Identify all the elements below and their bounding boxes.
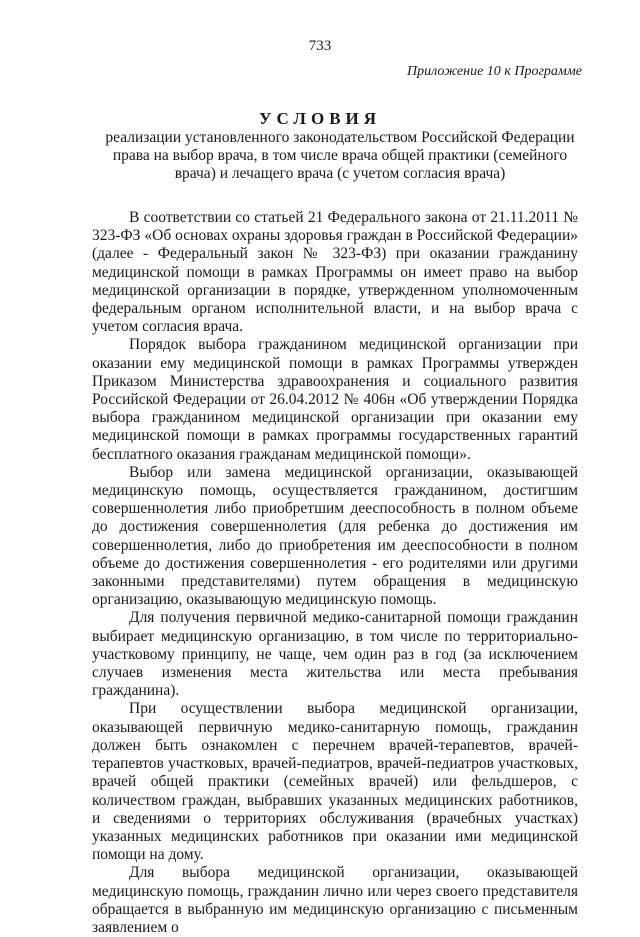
appendix-label: Приложение 10 к Программе	[407, 64, 582, 79]
paragraph: Для получения первичной медико-санитарной помощи гражданин выбирает медицинскую организацию, в том числе по территориально-участковому принципу, не чаще, чем один раз в год (за исключением случаев изменения места жительства или места пребывания гражданина).	[92, 609, 578, 700]
paragraph: Выбор или замена медицинской организации, оказывающей медицинскую помощь, осуществляется гражданином, достигшим совершеннолетия либо приобретшим дееспособность в полном объеме до достижения совершеннолетия (для ребенка до достижения им совершеннолетия, либо до приобретения им дееспособности в полном объеме до достижения совершеннолетия - его родителями или другими законными представителями) путем обращения в медицинскую организацию, оказывающую медицинскую помощь.	[92, 463, 578, 609]
paragraph: В соответствии со статьей 21 Федерального закона от 21.11.2011 № 323-ФЗ «Об основах охраны здоровья граждан в Российской Федерации» (далее - Федеральный закон № 323-ФЗ) при оказании гражданину медицинской помощи в рамках Программы он имеет право на выбор медицинской организации в порядке, утвержденном уполномоченным федеральным органом исполнительной власти, и на выбор врача с учетом согласия врача.	[92, 209, 578, 336]
paragraph: При осуществлении выбора медицинской организации, оказывающей первичную медико-санитарную помощь, гражданин должен быть ознакомлен с перечнем врачей-терапевтов, врачей-терапевтов участковых, врачей-педиатров, врачей-педиатров участковых, врачей общей практики (семейных врачей) или фельдшеров, с количеством граждан, выбравших указанных медицинских работников, и сведениями о территориях обслуживания (врачебных участках) указанных медицинских работников при оказании ими медицинской помощи на дому.	[92, 700, 578, 864]
paragraph: Порядок выбора гражданином медицинской организации при оказании ему медицинской помощи в рамках Программы утвержден Приказом Министерства здравоохранения и социального развития Российской Федерации от 26.04.2012 № 406н «Об утверждении Порядка выбора гражданином медицинской организации при оказании ему медицинской помощи в рамках программы государственных гарантий бесплатного оказания гражданам медицинской помощи».	[92, 336, 578, 463]
document-body	[92, 209, 578, 937]
page-number: 733	[308, 38, 332, 54]
document-title: УСЛОВИЯ	[258, 109, 382, 128]
document-subtitle: реализации установленного законодательством Российской Федерации права на выбор врача, в том числе врача общей практики (семейного врача) и лечащего врача (с учетом согласия врача)	[105, 129, 575, 182]
paragraph: Для выбора медицинской организации, оказывающей медицинскую помощь, гражданин лично или через своего представителя обращается в выбранную им медицинскую организацию с письменным заявлением о	[92, 864, 578, 936]
